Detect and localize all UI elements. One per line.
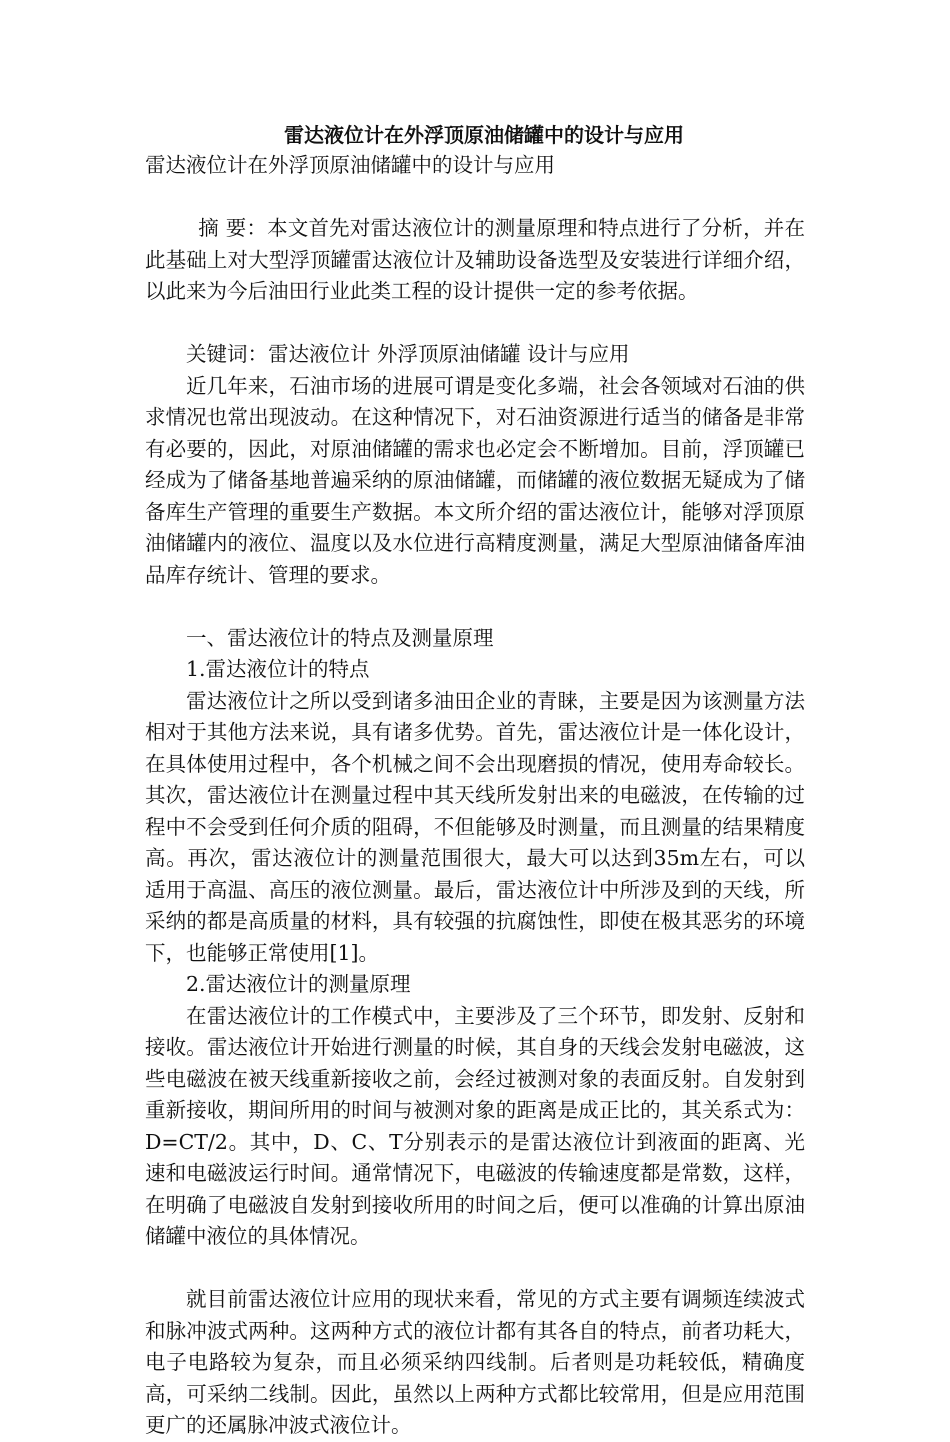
document-page: [145, 120, 805, 1442]
subsection-heading: 2.雷达液位计的测量原理: [186, 972, 411, 996]
document-subtitle: 雷达液位计在外浮顶原油储罐中的设计与应用: [145, 153, 555, 177]
subsection-heading: 1.雷达液位计的特点: [186, 657, 370, 681]
document-title: 雷达液位计在外浮顶原油储罐中的设计与应用: [284, 123, 684, 147]
closing-paragraph: 就目前雷达液位计应用的现状来看，常见的方式主要有调频连续波式和脉冲波式两种。这两种方式的液位计都有其各自的特点，前者功耗大，电子电路较为复杂，而且必须采纳四线制。后者则是功耗较低，精确度高，可采纳二线制。因此，虽然以上两种方式都比较常用，但是应用范围更广的还属脉冲波式液位计。: [145, 1287, 805, 1437]
body-paragraph: 在雷达液位计的工作模式中，主要涉及了三个环节，即发射、反射和接收。雷达液位计开始进行测量的时候，其自身的天线会发射电磁波，这些电磁波在被天线重新接收之前，会经过被测对象的表面反射。自发射到重新接收，期间所用的时间与被测对象的距离是成正比的，其关系式为：D=CT/2。其中，D、C、T分别表示的是雷达液位计到液面的距离、光速和电磁波运行时间。通常情况下，电磁波的传输速度都是常数，这样，在明确了电磁波自发射到接收所用的时间之后，便可以准确的计算出原油储罐中液位的具体情况。: [145, 1003, 805, 1248]
spacer: [145, 1253, 805, 1285]
spacer: [145, 591, 805, 623]
spacer: [145, 182, 805, 214]
keywords-line: 关键词：雷达液位计 外浮顶原油储罐 设计与应用: [186, 342, 630, 366]
abstract-paragraph: 摘 要：本文首先对雷达液位计的测量原理和特点进行了分析，并在此基础上对大型浮顶罐雷达液位计及辅助设备选型及安装进行详细介绍，以此来为今后油田行业此类工程的设计提供一定的参考依据。: [145, 216, 805, 303]
body-paragraph: 雷达液位计之所以受到诸多油田企业的青睐，主要是因为该测量方法相对于其他方法来说，具有诸多优势。首先，雷达液位计是一体化设计，在具体使用过程中，各个机械之间不会出现磨损的情况，使用寿命较长。其次，雷达液位计在测量过程中其天线所发射出来的电磁波，在传输的过程中不会受到任何介质的阻碍，不但能够及时测量，而且测量的结果精度高。再次，雷达液位计的测量范围很大，最大可以达到35m左右，可以适用于高温、高压的液位测量。最后，雷达液位计中所涉及到的天线，所采纳的都是高质量的材料，具有较强的抗腐蚀性，即使在极其恶劣的环境下，也能够正常使用[1]。: [145, 688, 805, 965]
intro-paragraph: 近几年来，石油市场的进展可谓是变化多端，社会各领域对石油的供求情况也常出现波动。在这种情况下，对石油资源进行适当的储备是非常有必要的，因此，对原油储罐的需求也必定会不断增加。目前，浮顶罐已经成为了储备基地普遍采纳的原油储罐，而储罐的液位数据无疑成为了储备库生产管理的重要生产数据。本文所介绍的雷达液位计，能够对浮顶原油储罐内的液位、温度以及水位进行高精度测量，满足大型原油储备库油品库存统计、管理的要求。: [145, 373, 805, 587]
section-heading: 一、雷达液位计的特点及测量原理: [186, 625, 494, 650]
spacer: [145, 308, 805, 340]
